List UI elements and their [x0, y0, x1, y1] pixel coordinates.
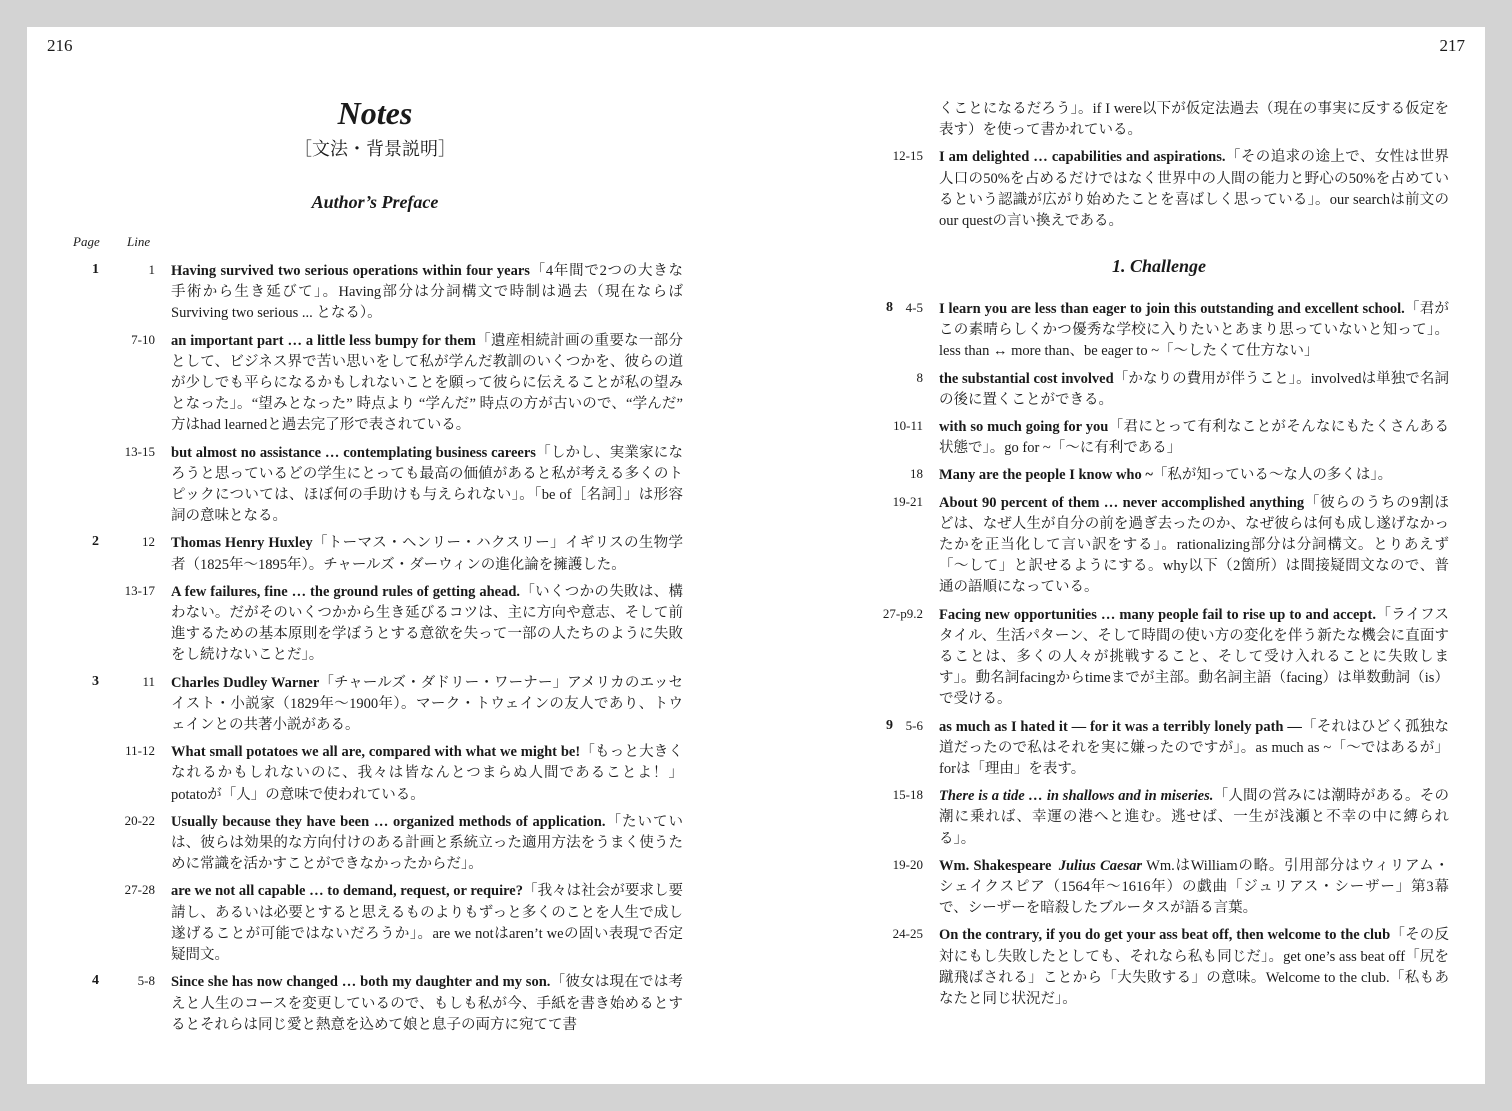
note-body: 「その反対にもし失敗したとしても、それなら私も同じだ」。get one’s ass beat off「尻を蹴飛ばされる」ことから「大失敗する」の意味。Welcome to the club.「私もあなたと同じ状況だ」。 [939, 927, 1449, 1008]
note-text [171, 742, 683, 806]
note-entry [859, 299, 1449, 363]
note-body: 「人間の営みには潮時がある。その潮に乗れば、幸運の港へと進む。逃せば、一生が浅瀬と不幸の中に縛られる」。 [939, 788, 1449, 847]
note-body: 「ライフスタイル、生活パターン、そして時間の使い方の変化を伴う新たな機会に直面することは、多くの人々が挑戦すること、そして受け入れることに失敗します」。動名詞facingからtimeまでが主部。動名詞主語（facing）は単数動詞（is）で受ける。 [939, 606, 1449, 708]
note-text [171, 673, 683, 737]
note-body: 「もっと大きくなれるかもしれないのに、我々は皆なんとつまらぬ人間であることよ！」potatoが「人」の意味で使われている。 [171, 744, 683, 803]
note-page-number: 3 [92, 673, 99, 689]
note-body: 「君にとって有利なことがそんなにもたくさんある状態で」。go for ~「〜に有利である」 [939, 419, 1449, 457]
note-entry [65, 881, 683, 966]
note-headword: Wm. Shakespeare [939, 857, 1052, 874]
note-line-number: 10-11 [893, 418, 923, 434]
note-line-number: 13-15 [124, 443, 155, 459]
section-heading-preface: Author’s Preface [311, 192, 439, 212]
note-line-number: 5-6 [905, 717, 923, 733]
note-text [171, 582, 683, 667]
note-body: 「遺産相続計画の重要な一部分として、ビジネス界で苦い思いをして私が学んだ教訓のいくつかを、彼らの道が少しでも平らになるかもしれないことを願って彼らに伝えることが私の望みとなった」。“望みとなった” 時点より “学んだ” 時点の方が古いので、“学んだ” 方はhad learnedと過去完了形で表されている。 [171, 332, 684, 434]
note-line-number: 18 [910, 466, 923, 482]
note-headword: Facing new opportunities … many people fail to rise up to and accept. [939, 606, 1376, 623]
note-text [171, 972, 683, 1036]
note-body: 「たいていは、彼らは効果的な方向付けのある計画と系統立った適用方法をうまく使うために常識を活かすことができなかったからだ」。 [171, 813, 684, 873]
note-headword-title: Julius Caesar [1058, 857, 1143, 874]
note-line-number: 13-17 [124, 582, 155, 598]
section-heading-challenge: 1. Challenge [1111, 256, 1206, 276]
note-line-number: 27-28 [124, 882, 155, 898]
note-body: 「その追求の途上で、女性は世界人口の50%を占めるだけではなく世界中の人間の能力と野心の50%を占めているという認識が広がり始めたことを喜ばしく思っている」。our searchは前文のour questの言い換えである。 [939, 149, 1449, 230]
note-entry [859, 925, 1449, 1010]
left-page-number: 216 [47, 36, 73, 55]
note-headword: On the contrary, if you do get your ass beat off, then welcome to the club [939, 927, 1391, 944]
page-title: Notes [337, 95, 413, 131]
note-headword: Having survived two serious operations within four years [171, 263, 530, 279]
note-body: 「いくつかの失敗は、構わない。だがそのいくつかから生き延びるコツは、主に方向や意志、そして前進するための基本原則を学ぼうとする意欲を失って一部の人たちのように失敗をし続けないことだ」。 [171, 583, 683, 664]
note-line-number: 19-21 [892, 493, 923, 509]
notes-list-right-top [859, 99, 1449, 238]
note-entry [859, 147, 1449, 232]
note-headword: with so much going for you [939, 419, 1109, 436]
note-body: 「4年間で2つの大きな手術から生き延びて」。Having部分は分詞構文で時制は過去（現在ならばSurviving two serious ... となる）。 [171, 263, 683, 322]
note-headword: A few failures, fine … the ground rules of getting ahead. [171, 583, 521, 600]
note-text [939, 369, 1449, 411]
note-entry [65, 812, 683, 876]
note-headword: About 90 percent of them … never accomplished anything [939, 494, 1305, 511]
note-headword: as much as I hated it — for it was a terribly lonely path — [939, 718, 1302, 735]
notes-list-left [65, 261, 683, 1042]
note-page-number: 1 [92, 262, 99, 277]
note-text [939, 786, 1449, 850]
note-text [171, 881, 683, 966]
note-text [939, 417, 1449, 459]
note-body: Wm.はWilliamの略。引用部分はウィリアム・シェイクスピア（1564年〜1616年）の戯曲「ジュリアス・シーザー」第3幕で、シーザーを暗殺したブルータスが語る言葉。 [939, 857, 1450, 917]
note-text [939, 465, 1449, 486]
note-line-number: 27-p9.2 [882, 605, 923, 621]
right-page-number: 217 [1439, 36, 1465, 55]
note-entry [859, 99, 1449, 141]
note-entry [65, 972, 683, 1036]
note-entry [65, 533, 683, 575]
note-line-number: 24-25 [892, 926, 923, 942]
note-line-number: 1 [148, 262, 155, 277]
note-entry [859, 417, 1449, 459]
note-headword: an important part … a little less bumpy for them [171, 332, 476, 349]
note-body: 「それはひどく孤独な道だったので私はそれを実に嫌ったのですが」。as much as ~「〜ではあるが」forは「理由」を表す。 [939, 718, 1449, 778]
note-text [171, 261, 683, 325]
note-entry [65, 331, 683, 437]
note-text [171, 533, 683, 575]
note-text [171, 331, 683, 437]
note-body: 「彼らのうちの9割ほどは、なぜ人生が自分の前を過ぎ去ったのか、なぜ彼らは何も成し遂げなかったかを正当化して言い訳をする」。rationalizing部分は分詞構文。とりあえず「〜して」と訳せるようにする。why以下（2箇所）は間接疑問文なので、普通の語順になっている。 [939, 494, 1449, 596]
note-body: くことになるだろう」。if I were以下が仮定法過去（現在の事実に反する仮定を表す）を使って書かれている。 [939, 101, 1449, 139]
note-line-number: 8 [916, 369, 923, 385]
column-label-page: Page [73, 234, 100, 249]
note-text [939, 147, 1449, 232]
note-line-number: 11-12 [125, 743, 155, 759]
note-headword: I learn you are less than eager to join this outstanding and excellent school. [939, 301, 1405, 317]
notes-list-right [859, 299, 1449, 1016]
note-text [939, 605, 1449, 711]
note-entry [65, 582, 683, 667]
note-headword: are we not all capable … to demand, request, or require? [171, 883, 523, 900]
note-line-number: 11 [142, 673, 155, 689]
note-text [939, 856, 1449, 920]
note-body: 「しかし、実業家になろうと思っているどの学生にとっても最高の価値があると私が考える多くのトピックについては、ほぼ何の手助けも与えられない」。「be of［名詞］」は形容詞の意味となる。 [171, 444, 684, 525]
note-page-number: 8 [886, 300, 893, 315]
note-headword: What small potatoes we all are, compared with what we might be! [171, 744, 581, 761]
note-entry [65, 261, 683, 325]
note-page-number: 4 [92, 973, 99, 989]
note-page-number: 2 [92, 534, 99, 550]
note-body: 「かなりの費用が伴うこと」。involvedは単独で名詞の後に置くことができる。 [939, 370, 1449, 408]
note-entry [65, 673, 683, 737]
note-body: 「君がこの素晴らしくかつ優秀な学校に入りたいとあまり思っていないと知って」。less than ↔ more than、be eager to ~「〜したくて仕方ない」 [939, 301, 1449, 360]
note-text [171, 812, 683, 876]
note-entry [859, 493, 1449, 599]
note-line-number: 20-22 [124, 812, 155, 828]
book-spread [27, 27, 1485, 1084]
note-text [939, 493, 1449, 599]
note-line-number: 19-20 [892, 856, 923, 872]
note-entry [859, 786, 1449, 850]
note-headword: Usually because they have been … organized methods of application. [171, 813, 606, 830]
note-headword: Thomas Henry Huxley [171, 535, 313, 552]
note-headword: There is a tide … in shallows and in miseries. [939, 788, 1214, 805]
note-line-number: 4-5 [905, 300, 923, 315]
note-body: 「私が知っている〜な人の多くは」。 [1152, 467, 1393, 484]
note-text [939, 925, 1449, 1010]
note-headword: but almost no assistance … contemplating business careers [171, 444, 536, 461]
note-line-number: 12-15 [892, 148, 923, 164]
page-subtitle: ［文法・背景説明］ [294, 139, 456, 160]
note-body: 「彼女は現在では考えと人生のコースを変更しているので、もしも私が今、手紙を書き始めるとするとそれらは同じ愛と熱意を込めて娘と息子の両方に宛てて書 [171, 974, 683, 1033]
note-body: 「チャールズ・ダドリー・ワーナー」アメリカのエッセイスト・小説家（1829年〜1900年）。マーク・トウェインの友人であり、トウェインとの共著小説がある。 [171, 674, 683, 734]
note-page-number: 9 [886, 717, 893, 733]
note-text [171, 443, 683, 528]
note-text [939, 717, 1449, 781]
note-line-number: 12 [142, 534, 155, 550]
column-label-line: Line [127, 234, 151, 249]
note-text [939, 299, 1449, 363]
note-entry [859, 369, 1449, 411]
note-text [939, 99, 1449, 141]
note-entry [859, 605, 1449, 711]
note-line-number: 7-10 [131, 331, 155, 347]
note-entry [859, 465, 1449, 486]
note-line-number: 15-18 [892, 787, 923, 803]
note-entry [65, 443, 683, 528]
note-headword: Since she has now changed … both my daughter and my son. [171, 974, 551, 991]
note-headword: the substantial cost involved [939, 370, 1114, 387]
note-body: 「トーマス・ヘンリー・ハクスリー」イギリスの生物学者（1825年〜1895年）。チャールズ・ダーウィンの進化論を擁護した。 [171, 535, 683, 573]
note-headword: I am delighted … capabilities and aspirations. [939, 149, 1226, 166]
note-entry [859, 856, 1449, 920]
note-headword: Many are the people I know who ~ [939, 467, 1153, 484]
note-line-number: 5-8 [137, 973, 155, 989]
note-entry [859, 717, 1449, 781]
note-entry [65, 742, 683, 806]
note-body: 「我々は社会が要求し要請し、あるいは必要とすると思えるものよりもずっと多くのことを人生で成し遂げることが可能ではないだろうか」。are we notはaren’t weの固い表現で否定疑問文。 [171, 883, 683, 964]
note-headword: Charles Dudley Warner [171, 674, 320, 691]
